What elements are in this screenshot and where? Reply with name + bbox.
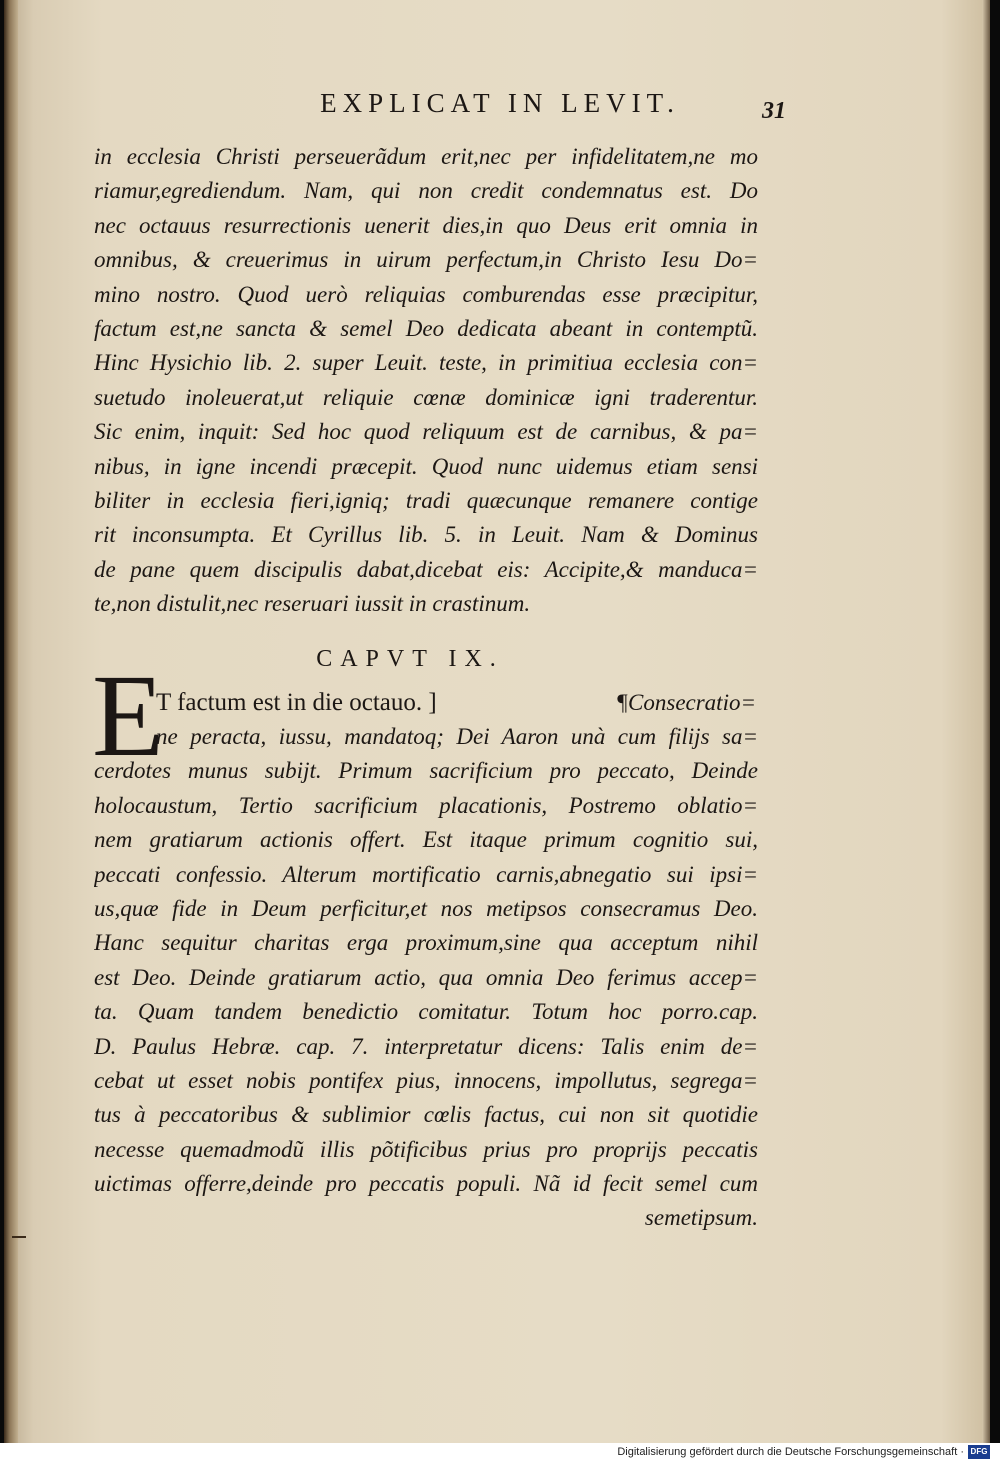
- folio-number: 31: [762, 98, 786, 124]
- dfg-logo: DFG: [968, 1445, 990, 1459]
- text-line-last: te,non distulit,nec reseruari iussit in crastinum.: [94, 591, 531, 617]
- text-line: D. Paulus Hebræ. cap. 7. interpretatur dicens: Talis enim de=: [94, 1033, 758, 1059]
- lemma-continuation: ¶Consecratio=: [616, 690, 756, 715]
- text-line: ne peracta, iussu, mandatoq; Dei Aaron unà cum filijs sa=: [156, 724, 758, 749]
- text-line: peccati confessio. Alterum mortificatio carnis,abnegatio sui ipsi=: [94, 861, 758, 887]
- text-line: cerdotes munus subijt. Primum sacrificium pro peccato, Deinde: [94, 758, 758, 784]
- running-title: EXPLICAT IN LEVIT.: [320, 88, 680, 118]
- text-line: suetudo inoleuerat,ut reliquie cœnæ dominicæ igni traderentur.: [94, 384, 758, 410]
- text-line: mino nostro. Quod uerò reliquias comburendas esse præcipitur,: [94, 281, 758, 307]
- funding-credit: Digitalisierung gefördert durch die Deutsche Forschungsgemeinschaft ·: [617, 1446, 964, 1458]
- chapter-opening-line: [156, 686, 756, 720]
- text-line: rit inconsumpta. Et Cyrillus lib. 5. in Leuit. Nam & Dominus: [94, 522, 758, 548]
- paragraph-2-indented: [156, 720, 758, 754]
- text-line: holocaustum, Tertio sacrificium placationis, Postremo oblatio=: [94, 792, 758, 818]
- page-fore-edge: [982, 0, 990, 1443]
- catchword: semetipsum.: [644, 1205, 758, 1231]
- text-line: riamur,egrediendum. Nam, qui non credit condemnatus est. Do: [94, 178, 758, 204]
- text-line: Hanc sequitur charitas erga proximum,sine qua acceptum nihil: [94, 930, 758, 956]
- text-line: nibus, in igne incendi præcepit. Quod nunc uidemus etiam sensi: [94, 453, 758, 479]
- text-line: omnibus, & creuerimus in uirum perfectum,in Christo Iesu Do=: [94, 247, 758, 273]
- text-line: in ecclesia Christi perseuerãdum erit,nec per infidelitatem,ne mo: [94, 144, 758, 169]
- text-line: Sic enim, inquit: Sed hoc quod reliquum est de carnibus, & pa=: [94, 419, 758, 445]
- text-line: ta. Quam tandem benedictio comitatur. Totum hoc porro.cap.: [94, 999, 758, 1025]
- paragraph-1: [94, 140, 758, 621]
- text-line: tus à peccatoribus & sublimior cœlis factus, cui non sit quotidie: [94, 1102, 758, 1128]
- text-line: est Deo. Deinde gratiarum actio, qua omnia Deo ferimus accep=: [94, 964, 758, 990]
- text-line: cebat ut esset nobis pontifex pius, innocens, impollutus, segrega=: [94, 1067, 758, 1093]
- lemma: T factum est in die octauo. ]: [156, 689, 437, 716]
- text-line: us,quæ fide in Deum perficitur,et nos metipsos consecramus Deo.: [94, 895, 758, 921]
- paragraph-2: [94, 754, 758, 1235]
- text-line: nec octauus resurrectionis uenerit dies,in quo Deus erit omnia in: [94, 212, 758, 238]
- text-line: de pane quem discipulis dabat,dicebat eis: Accipite,& manduca=: [94, 556, 758, 582]
- text-line: nem gratiarum actionis offert. Est itaque primum cognitio sui,: [94, 827, 758, 853]
- text-line: biliter in ecclesia fieri,igniq; tradi quæcunque remanere contige: [94, 487, 758, 513]
- drop-capital: E: [92, 650, 165, 781]
- footer-bar: [0, 1443, 1000, 1463]
- text-line: necesse quemadmodũ illis põtificibus prius pro proprijs peccatis: [94, 1136, 758, 1162]
- text-line: uictimas offerre,deinde pro peccatis populi. Nã id fecit semel cum: [94, 1171, 758, 1197]
- binding-edge: [4, 0, 18, 1443]
- text-line: Hinc Hysichio lib. 2. super Leuit. teste, in primitiua ecclesia con=: [94, 350, 758, 376]
- margin-mark: [12, 1236, 26, 1238]
- chapter-heading: CAPVT IX.: [316, 646, 504, 672]
- text-line: factum est,ne sancta & semel Deo dedicata abeant in contemptũ.: [94, 315, 758, 341]
